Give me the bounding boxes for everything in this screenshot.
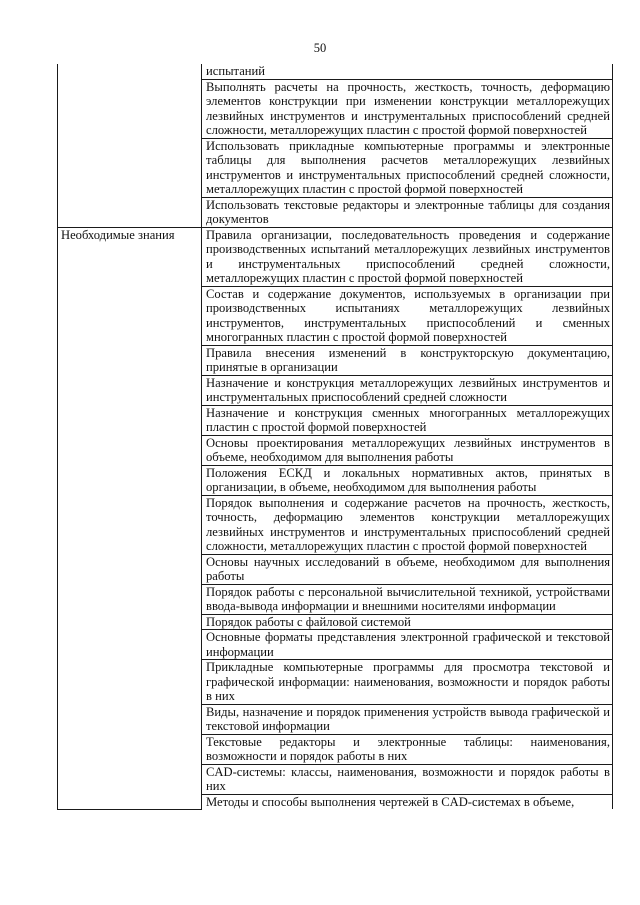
section-label-empty bbox=[58, 64, 202, 227]
requirement-cell: Виды, назначение и порядок применения устройств вывода графической и текстовой информации bbox=[202, 704, 613, 734]
requirements-table bbox=[57, 64, 613, 810]
requirement-cell: испытаний bbox=[202, 64, 613, 79]
requirement-cell: Основы проектирования металлорежущих лезвийных инструментов в объеме, необходимом для выполнения работы bbox=[202, 435, 613, 465]
requirement-cell: Основные форматы представления электронной графической и текстовой информации bbox=[202, 630, 613, 660]
requirement-cell: Порядок выполнения и содержание расчетов на прочность, жесткость, точность, деформацию элементов конструкции металлорежущих лезвийных инструментов и инструментальных приспособлений средней сложности, металлорежущих пластин с простой формой поверхностей bbox=[202, 495, 613, 554]
knowledge-row bbox=[58, 227, 613, 286]
page-number: 50 bbox=[313, 41, 327, 55]
requirement-cell: Назначение и конструкция металлорежущих лезвийных инструментов и инструментальных приспособлений средней сложности bbox=[202, 375, 613, 405]
requirement-cell: CAD-системы: классы, наименования, возможности и порядок работы в них bbox=[202, 764, 613, 794]
requirement-cell: Правила организации, последовательность проведения и содержание производственных испытаний металлорежущих лезвийных инструментов и инструментальных приспособлений средней сложности, металлорежущих пластин с простой формой поверхностей bbox=[202, 227, 613, 286]
requirement-cell: Основы научных исследований в объеме, необходимом для выполнения работы bbox=[202, 554, 613, 584]
requirement-cell: Порядок работы с файловой системой bbox=[202, 614, 613, 630]
requirement-cell: Порядок работы с персональной вычислительной техникой, устройствами ввода-вывода информации и внешними носителями информации bbox=[202, 584, 613, 614]
requirement-cell: Прикладные компьютерные программы для просмотра текстовой и графической информации: наименования, возможности и порядок работы в них bbox=[202, 660, 613, 705]
requirements-table-body bbox=[58, 64, 613, 809]
section-label-knowledge: Необходимые знания bbox=[58, 227, 202, 809]
requirement-cell: Положения ЕСКД и локальных нормативных актов, принятых в организации, в объеме, необходимом для выполнения работы bbox=[202, 465, 613, 495]
requirement-cell: Текстовые редакторы и электронные таблицы: наименования, возможности и порядок работы в них bbox=[202, 734, 613, 764]
requirement-cell: Использовать прикладные компьютерные программы и электронные таблицы для выполнения расчетов металлорежущих лезвийных инструментов и инструментальных приспособлений средней сложности, металлорежущих пластин с простой формой поверхностей bbox=[202, 138, 613, 197]
requirement-cell: Правила внесения изменений в конструкторскую документацию, принятые в организации bbox=[202, 345, 613, 375]
requirement-cell: Назначение и конструкция сменных многогранных металлорежущих пластин с простой формой поверхностей bbox=[202, 405, 613, 435]
requirement-cell: Методы и способы выполнения чертежей в CAD-системах в объеме, bbox=[202, 794, 613, 809]
skill-row bbox=[58, 64, 613, 79]
requirement-cell: Использовать текстовые редакторы и электронные таблицы для создания документов bbox=[202, 197, 613, 227]
requirement-cell: Выполнять расчеты на прочность, жесткость, точность, деформацию элементов конструкции при изменении конструкции металлорежущих лезвийных инструментов и инструментальных приспособлений средней сложности, металлорежущих пластин с простой формой поверхностей bbox=[202, 79, 613, 138]
requirement-cell: Состав и содержание документов, используемых в организации при производственных испытаниях металлорежущих лезвийных инструментов, инструментальных приспособлений и сменных многогранных пластин с простой формой поверхностей bbox=[202, 286, 613, 345]
